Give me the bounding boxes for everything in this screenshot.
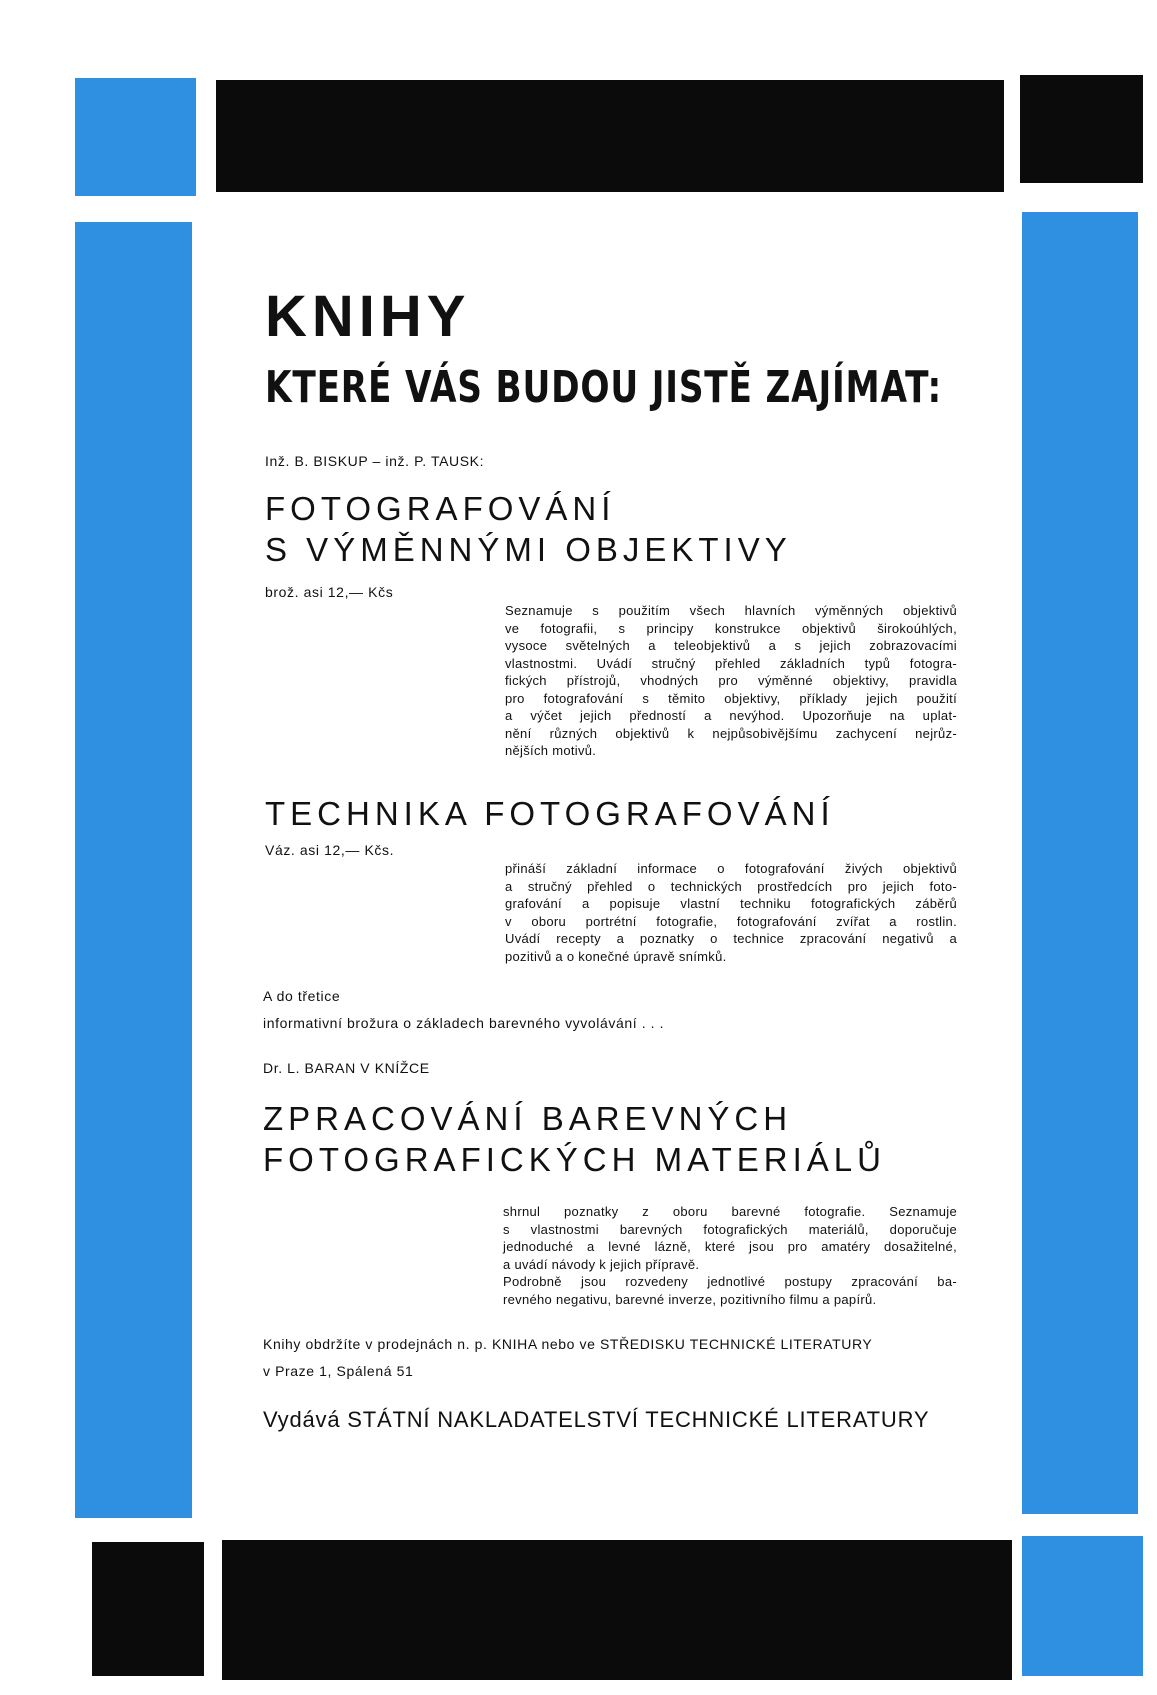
book2-desc-line: pozitivů a o konečné úpravě snímků. xyxy=(505,948,727,964)
availability-line1: Knihy obdržíte v prodejnách n. p. KNIHA nebo ve STŘEDISKU TECHNICKÉ LITERATURY xyxy=(263,1336,873,1352)
availability-line2: v Praze 1, Spálená 51 xyxy=(263,1363,414,1379)
page-title: KNIHY xyxy=(265,284,471,349)
book3-desc-line: s vlastnostmi barevných fotografických materiálů, doporučuje xyxy=(503,1221,957,1237)
book1-desc-line: fických přístrojů, vhodných pro výměnné objektivy, pravidla xyxy=(505,673,957,688)
book1-title-line2: S VÝMĚNNÝMI OBJEKTIVY xyxy=(265,531,792,568)
book1-desc-line: nění různých objektivů k nejpůsobivějšímu zachycení nejrůz- xyxy=(505,725,957,741)
book1-desc-line: Seznamuje s použitím všech hlavních výměnných objektivů xyxy=(505,603,957,618)
blue-bar-bottom-right xyxy=(1022,1536,1143,1676)
book1-title-line1: FOTOGRAFOVÁNÍ xyxy=(265,490,616,527)
book3-title xyxy=(263,1098,886,1181)
book1-desc-line: vysoce světelných a teleobjektivů a s jejich zobrazovacími xyxy=(505,638,957,653)
book3-desc-line: a uvádí návody k jejich přípravě. xyxy=(503,1256,700,1272)
book1-price: brož. asi 12,— Kčs xyxy=(265,584,394,600)
black-bar-bottom xyxy=(222,1540,1012,1680)
book1-authors: Inž. B. BISKUP – inž. P. TAUSK: xyxy=(265,453,485,469)
book1-desc-line: nějších motivů. xyxy=(505,743,597,758)
book2-desc-line: grafování a popisuje vlastní techniku fotografických záběrů xyxy=(505,896,957,911)
book2-desc-line: Uvádí recepty a poznatky o technice zpracování negativů a xyxy=(505,931,957,946)
book1-desc-line: pro fotografování s těmito objektivy, příklady jejich použití xyxy=(505,690,957,706)
book3-desc-line: revného negativu, barevné inverze, pozitivního filmu a papírů. xyxy=(503,1291,877,1307)
book2-description xyxy=(505,860,957,965)
book3-authors: Dr. L. BARAN V KNÍŽCE xyxy=(263,1060,430,1076)
book3-desc-line: shrnul poznatky z oboru barevné fotografie. Seznamuje xyxy=(503,1204,957,1219)
black-bar-top-right xyxy=(1020,75,1143,183)
black-bar-bottom-left xyxy=(92,1542,204,1676)
black-bar-top xyxy=(216,80,1004,192)
blue-bar-left xyxy=(75,222,192,1518)
book3-title-line1: ZPRACOVÁNÍ BAREVNÝCH xyxy=(263,1100,793,1137)
intro-line1: A do třetice xyxy=(263,988,341,1004)
blue-bar-right xyxy=(1022,212,1138,1514)
publisher-line: Vydává STÁTNÍ NAKLADATELSTVÍ TECHNICKÉ LITERATURY xyxy=(263,1407,930,1432)
book3-desc-line: Podrobně jsou rozvedeny jednotlivé postupy zpracování ba- xyxy=(503,1274,957,1289)
blue-bar-top-left xyxy=(75,78,196,196)
book2-desc-line: přináší základní informace o fotografování živých objektivů xyxy=(505,861,957,876)
book1-desc-line: a výčet jejich předností a nevýhod. Upozorňuje na uplat- xyxy=(505,708,957,723)
book1-desc-line: vlastnostmi. Uvádí stručný přehled základních typů fotogra- xyxy=(505,655,957,671)
book1-desc-line: ve fotografii, s principy konstrukce objektivů širokoúhlých, xyxy=(505,620,957,636)
book1-title xyxy=(265,488,792,571)
book2-desc-line: v oboru portrétní fotografie, fotografování zvířat a rostlin. xyxy=(505,913,957,929)
book3-desc-line: jednoduché a levné lázně, které jsou pro amatéry dosažitelné, xyxy=(503,1239,957,1254)
book2-title: TECHNIKA FOTOGRAFOVÁNÍ xyxy=(265,795,835,832)
book3-description xyxy=(503,1203,957,1308)
book2-desc-line: a stručný přehled o technických prostředcích pro jejich foto- xyxy=(505,878,957,894)
page-subtitle: KTERÉ VÁS BUDOU JISTĚ ZAJÍMAT: xyxy=(265,362,942,413)
book2-price: Váz. asi 12,— Kčs. xyxy=(265,842,395,858)
book3-title-line2: FOTOGRAFICKÝCH MATERIÁLŮ xyxy=(263,1141,886,1178)
intro-line2: informativní brožura o základech barevného vyvolávání . . . xyxy=(263,1015,665,1031)
book1-description xyxy=(505,602,957,760)
